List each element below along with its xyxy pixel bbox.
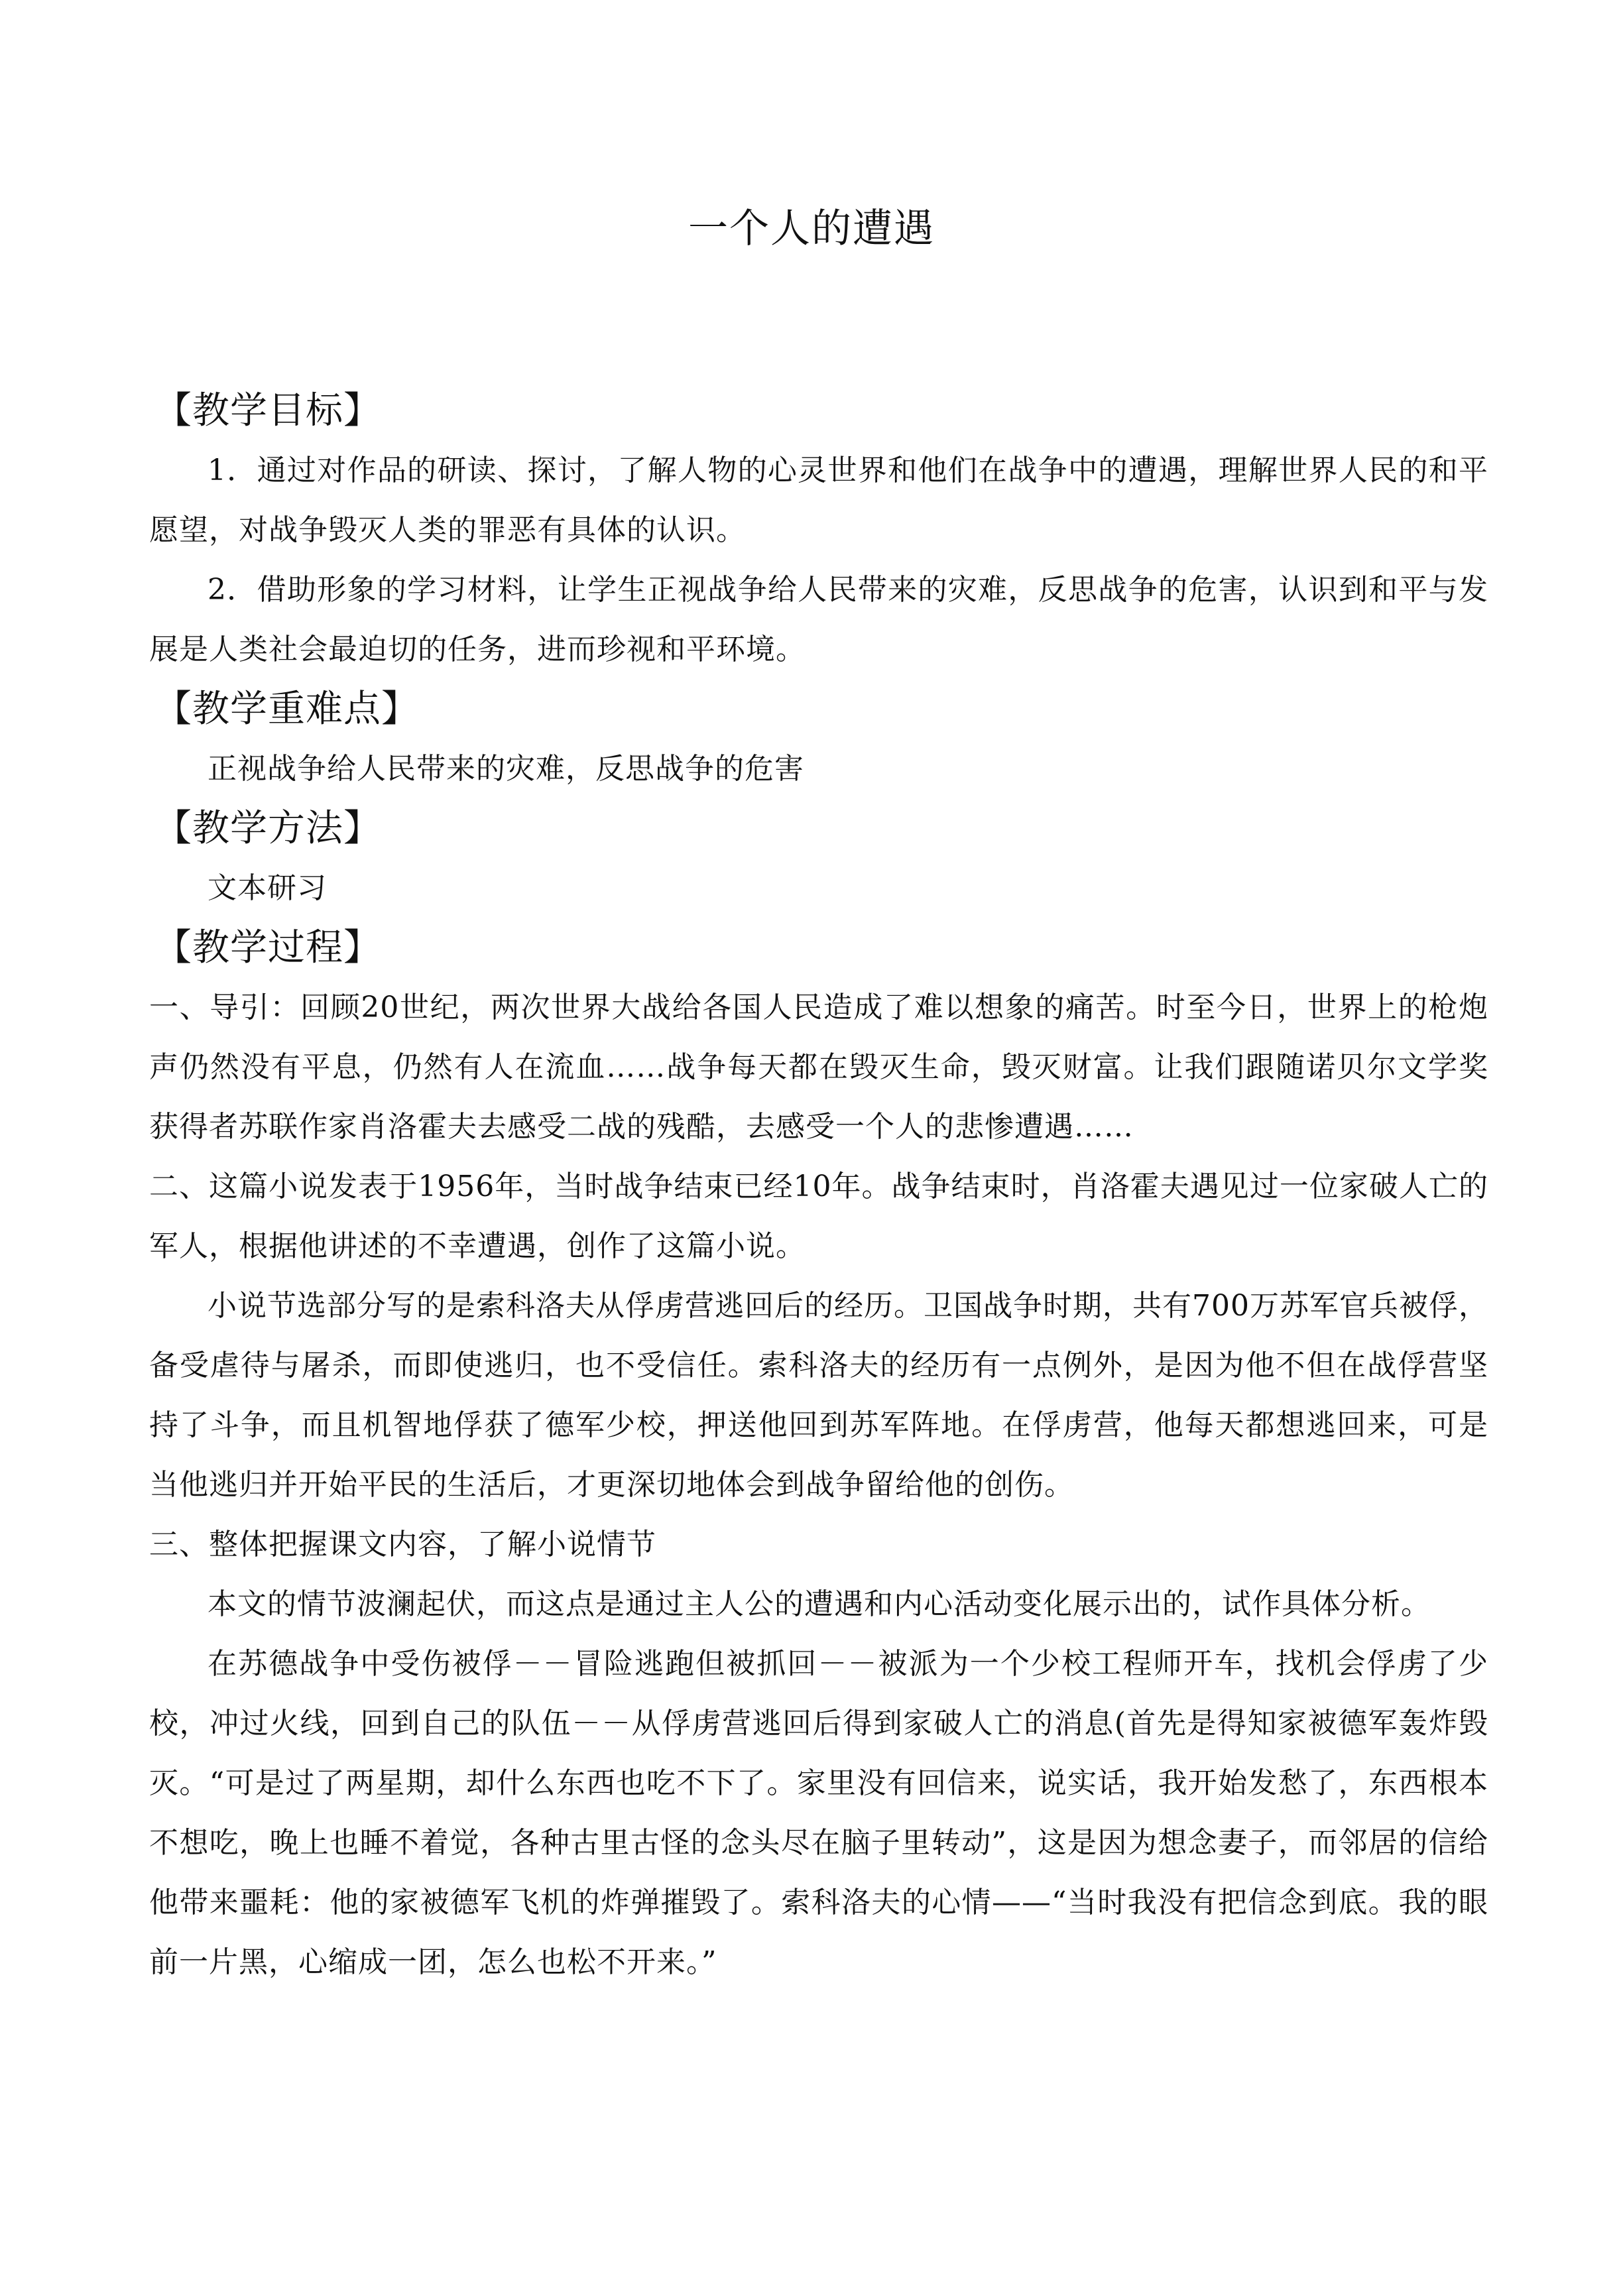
section-heading-process: 【教学过程】: [154, 926, 381, 969]
process-paragraph-excerpt: 小说节选部分写的是索科洛夫从俘虏营逃回后的经历。卫国战争时期，共有700万苏军官兵被俘，备受虐待与屠杀，而即使逃归，也不受信任。索科洛夫的经历有一点例外，是因为他不但在战俘营坚持了斗争，而且机智地俘获了德军少校，押送他回到苏军阵地。在俘虏营，他每天都想逃回来，可是当他逃归并开始平民的生活后，才更深切地体会到战争留给他的创伤。: [149, 1289, 1488, 1502]
key-points-text: 正视战争给人民带来的灾难，反思战争的危害: [208, 752, 804, 786]
section-heading-key-points: 【教学重难点】: [154, 688, 419, 731]
process-paragraph-intro: 一、导引：回顾20世纪，两次世界大战给各国人民造成了难以想象的痛苦。时至今日，世界上的枪炮声仍然没有平息，仍然有人在流血……战争每天都在毁灭生命，毁灭财富。让我们跟随诺贝尔文学奖获得者苏联作家肖洛霍夫去感受二战的残酷，去感受一个人的悲惨遭遇……: [149, 991, 1488, 1144]
process-paragraph-plot-heading: 三、整体把握课文内容，了解小说情节: [149, 1528, 656, 1561]
objective-item-1: 1．通过对作品的研读、探讨，了解人物的心灵世界和他们在战争中的遭遇，理解世界人民的和平愿望，对战争毁灭人类的罪恶有具体的认识。: [149, 453, 1488, 547]
process-paragraph-plot-question: 本文的情节波澜起伏，而这点是通过主人公的遭遇和内心活动变化展示出的，试作具体分析。: [208, 1587, 1431, 1621]
section-heading-method: 【教学方法】: [154, 807, 381, 850]
objective-item-2: 2．借助形象的学习材料，让学生正视战争给人民带来的灾难，反思战争的危害，认识到和平与发展是人类社会最迫切的任务，进而珍视和平环境。: [149, 573, 1488, 666]
method-text: 文本研习: [208, 871, 327, 905]
process-paragraph-plot-analysis: 在苏德战争中受伤被俘－－冒险逃跑但被抓回－－被派为一个少校工程师开车，找机会俘虏了少校，冲过火线，回到自己的队伍－－从俘虏营逃回后得到家破人亡的消息(首先是得知家被德军轰炸毁灭。“可是过了两星期，却什么东西也吃不下了。家里没有回信来，说实话，我开始发愁了，东西根本不想吃，晚上也睡不着觉，各种古里古怪的念头尽在脑子里转动”，这是因为想念妻子，而邻居的信给他带来噩耗：他的家被德军飞机的炸弹摧毁了。索科洛夫的心情——“当时我没有把信念到底。我的眼前一片黑，心缩成一团，怎么也松不开来。”: [149, 1647, 1488, 1979]
document-body: [149, 381, 1488, 1992]
process-paragraph-background: 二、这篇小说发表于1956年，当时战争结束已经10年。战争结束时，肖洛霍夫遇见过一位家破人亡的军人，根据他讲述的不幸遭遇，创作了这篇小说。: [149, 1170, 1488, 1263]
page-title: 一个人的遭遇: [688, 206, 935, 252]
section-heading-objectives: 【教学目标】: [154, 389, 381, 432]
